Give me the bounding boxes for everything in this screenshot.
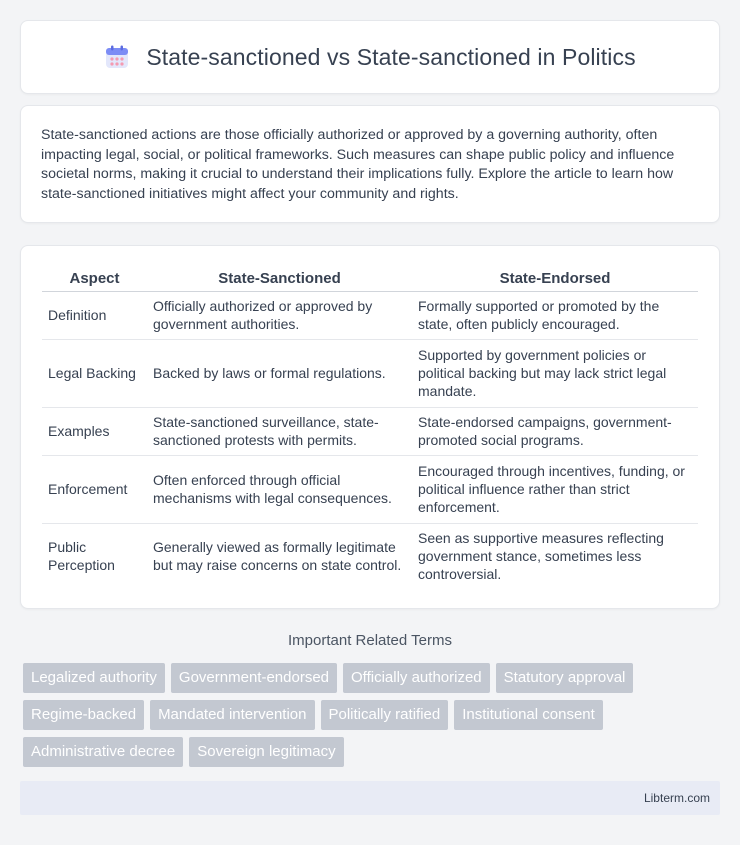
row-endorsed: Supported by government policies or political backing but may lack strict legal mandate. — [412, 339, 698, 407]
row-sanctioned: Officially authorized or approved by government authorities. — [147, 291, 412, 339]
row-aspect: Public Perception — [48, 539, 115, 574]
row-aspect: Definition — [42, 291, 147, 339]
header-card — [20, 20, 720, 94]
related-term-tag[interactable]: Officially authorized — [343, 663, 490, 693]
related-term-tag[interactable]: Mandated intervention — [150, 700, 314, 730]
row-aspect: Legal Backing — [42, 339, 147, 407]
header-state-endorsed: State-Endorsed — [412, 266, 698, 291]
row-endorsed: Formally supported or promoted by the state, often publicly encouraged. — [412, 291, 698, 339]
table-row — [42, 291, 698, 339]
related-term-tag[interactable]: Government-endorsed — [171, 663, 337, 693]
table-row — [42, 339, 698, 407]
calendar-icon — [104, 44, 130, 70]
related-term-tag[interactable]: Legalized authority — [23, 663, 165, 693]
related-term-tag[interactable]: Regime-backed — [23, 700, 144, 730]
footer-site-link[interactable]: Libterm.com — [643, 791, 710, 805]
row-sanctioned: Backed by laws or formal regulations. — [147, 339, 412, 407]
header-aspect: Aspect — [42, 266, 147, 291]
row-sanctioned: State-sanctioned surveillance, state-sanctioned protests with permits. — [147, 407, 412, 455]
comparison-card — [20, 245, 720, 609]
table-row — [42, 455, 698, 523]
row-endorsed: State-endorsed campaigns, government-promoted social programs. — [412, 407, 698, 455]
related-term-tag[interactable]: Sovereign legitimacy — [189, 737, 343, 767]
table-row — [42, 407, 698, 455]
row-sanctioned: Often enforced through official mechanisms with legal consequences. — [147, 455, 412, 523]
header-title-wrap — [104, 44, 635, 71]
table-row — [42, 523, 698, 589]
related-term-tag[interactable]: Administrative decree — [23, 737, 183, 767]
row-aspect: Enforcement — [42, 455, 147, 523]
footer — [20, 781, 720, 815]
related-terms-list — [23, 663, 723, 767]
related-term-tag[interactable]: Statutory approval — [496, 663, 634, 693]
table-header-row — [42, 266, 698, 291]
related-term-tag[interactable]: Institutional consent — [454, 700, 603, 730]
page-title: State-sanctioned vs State-sanctioned in Politics — [146, 43, 636, 70]
row-endorsed: Seen as supportive measures reflecting government stance, sometimes less controversial. — [418, 530, 664, 583]
row-endorsed: Encouraged through incentives, funding, or political influence rather than strict enforcement. — [412, 455, 698, 523]
header-state-sanctioned: State-Sanctioned — [147, 266, 412, 291]
related-terms-title: Important Related Terms — [288, 632, 452, 649]
intro-paragraph: State-sanctioned actions are those officially authorized or approved by a governing authority, often impacting legal, social, or political frameworks. Such measures can shape public policy and influence societal norms, making it crucial to understand their implications fully. Explore the article to learn how state-sanctioned initiatives might affect your community and rights. — [41, 127, 675, 202]
related-term-tag[interactable]: Politically ratified — [321, 700, 449, 730]
comparison-table — [42, 266, 698, 589]
row-sanctioned: Generally viewed as formally legitimate but may raise concerns on state control. — [153, 539, 402, 574]
intro-card — [20, 105, 720, 223]
row-aspect: Examples — [42, 407, 147, 455]
